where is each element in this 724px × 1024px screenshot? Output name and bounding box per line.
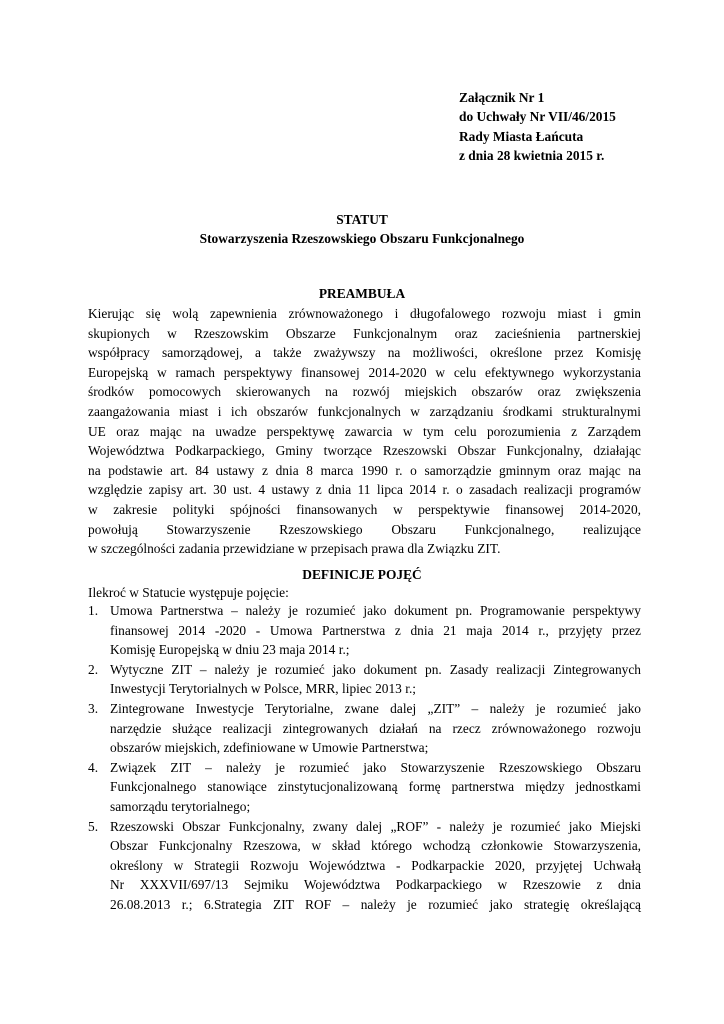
preamble-line: powołują Stowarzyszenie Rzeszowskiego Obszaru Funkcjonalnego, realizujące — [88, 521, 641, 537]
definition-item — [88, 601, 641, 660]
preamble-line: Europejską w ramach perspektywy finansowej 2014-2020 w celu efektywnego wykorzystania — [88, 364, 641, 380]
item-line: narzędzie służące realizacji zintegrowanych działań na rzecz zrównoważonego rozwoju — [110, 720, 641, 736]
item-line: Obszar Funkcjonalny Rzeszowa, w skład którego wchodzą członkowie Stowarzyszenia, — [110, 838, 641, 854]
item-line: Inwestycji Terytorialnych w Polsce, MRR, lipiec 2013 r.; — [110, 681, 417, 697]
attachment-number: Załącznik Nr 1 — [459, 90, 545, 105]
preamble-line: w szczególności zadania przewidziane w przepisach prawa dla Związku ZIT. — [88, 541, 501, 557]
document-subtitle: Stowarzyszenia Rzeszowskiego Obszaru Funkcjonalnego — [199, 231, 525, 246]
item-line: obszarów miejskich, zdefiniowane w Umowie Partnerstwa; — [110, 740, 429, 756]
item-line: 26.08.2013 r.; 6.Strategia ZIT ROF – należy je rozumieć jako strategię określającą — [110, 896, 641, 912]
item-line: Umowa Partnerstwa – należy je rozumieć jako dokument pn. Programowanie perspektywy — [110, 603, 641, 618]
attachment-header — [459, 88, 616, 166]
item-number: 5. — [88, 818, 99, 834]
item-line: finansowej 2014 -2020 - Umowa Partnerstwa z dnia 21 maja 2014 r., przyjęty przez — [110, 622, 641, 638]
preamble-line: względzie zapisy art. 30 ust. 4 ustawy z dnia 11 lipca 2014 r. o zasadach realizacji programów — [88, 482, 641, 498]
resolution-date: z dnia 28 kwietnia 2015 r. — [459, 148, 605, 164]
item-number: 2. — [88, 661, 99, 677]
item-line: Komisję Europejską w dniu 23 maja 2014 r.; — [110, 642, 350, 658]
document-title: STATUT — [336, 212, 388, 227]
preamble-line: Województwa Podkarpackiego, Gminy tworzące Rzeszowski Obszar Funkcjonalny, działając — [88, 443, 641, 459]
item-number: 3. — [88, 700, 99, 716]
preamble-line: zaangażowania miast i ich obszarów funkcjonalnych w zarządzaniu środkami strukturalnymi — [88, 403, 641, 419]
definition-item — [88, 758, 641, 817]
item-line: Wytyczne ZIT – należy je rozumieć jako dokument pn. Zasady realizacji Zintegrowanych — [110, 661, 641, 677]
item-line: Rzeszowski Obszar Funkcjonalny, zwany dalej „ROF” - należy je rozumieć jako Miejski — [110, 818, 641, 834]
council-name: Rady Miasta Łańcuta — [459, 128, 584, 144]
item-number: 1. — [88, 603, 99, 618]
item-line: samorządu terytorialnego; — [110, 798, 251, 814]
definitions-intro: Ilekroć w Statucie występuje pojęcie: — [88, 585, 289, 600]
preamble-text — [88, 304, 641, 559]
definition-item — [88, 817, 641, 915]
preamble-heading: PREAMBUŁA — [318, 286, 406, 301]
definitions-list — [88, 601, 641, 915]
preamble-line: skupionych w Rzeszowskim Obszarze Funkcjonalnym oraz zacieśnienia partnerskiej — [88, 325, 641, 341]
preamble-line: Kierując się wolą zapewnienia zrównoważonego i długofalowego rozwoju miast i gmin — [88, 306, 641, 321]
item-line: Związek ZIT – należy je rozumieć jako Stowarzyszenie Rzeszowskiego Obszaru — [110, 759, 641, 775]
preamble-line: środków pomocowych skierowanych na rozwój miejskich obszarów oraz zwiększenia — [88, 384, 641, 400]
definition-item — [88, 699, 641, 758]
preamble-line: w zakresie polityki spójności finansowanych w perspektywie finansowej 2014-2020, — [88, 501, 641, 517]
item-line: Nr XXXVII/697/13 Sejmiku Województwa Podkarpackiego w Rzeszowie z dnia — [110, 877, 641, 893]
definitions-heading: DEFINICJE POJĘĆ — [302, 567, 422, 582]
item-line: Funkcjonalnego stanowiące zinstytucjonalizowaną formę partnerstwa między jednostkami — [110, 779, 641, 795]
preamble-line: na podstawie art. 84 ustawy z dnia 8 marca 1990 r. o samorządzie gminnym oraz mając na — [88, 462, 641, 478]
preamble-line: UE oraz mając na uwadze perspektywę zawarcia w tym celu porozumienia z Zarządem — [88, 423, 641, 439]
preamble-line: współpracy samorządowej, a także zważywszy na możliwości, określone przez Komisję — [88, 345, 641, 361]
resolution-number: do Uchwały Nr VII/46/2015 — [459, 109, 616, 125]
item-line: Zintegrowane Inwestycje Terytorialne, zwane dalej „ZIT” – należy je rozumieć jako — [110, 700, 641, 716]
item-number: 4. — [88, 759, 99, 775]
item-line: określony w Strategii Rozwoju Województwa - Podkarpackie 2020, przyjętej Uchwałą — [110, 857, 641, 873]
definition-item — [88, 660, 641, 699]
